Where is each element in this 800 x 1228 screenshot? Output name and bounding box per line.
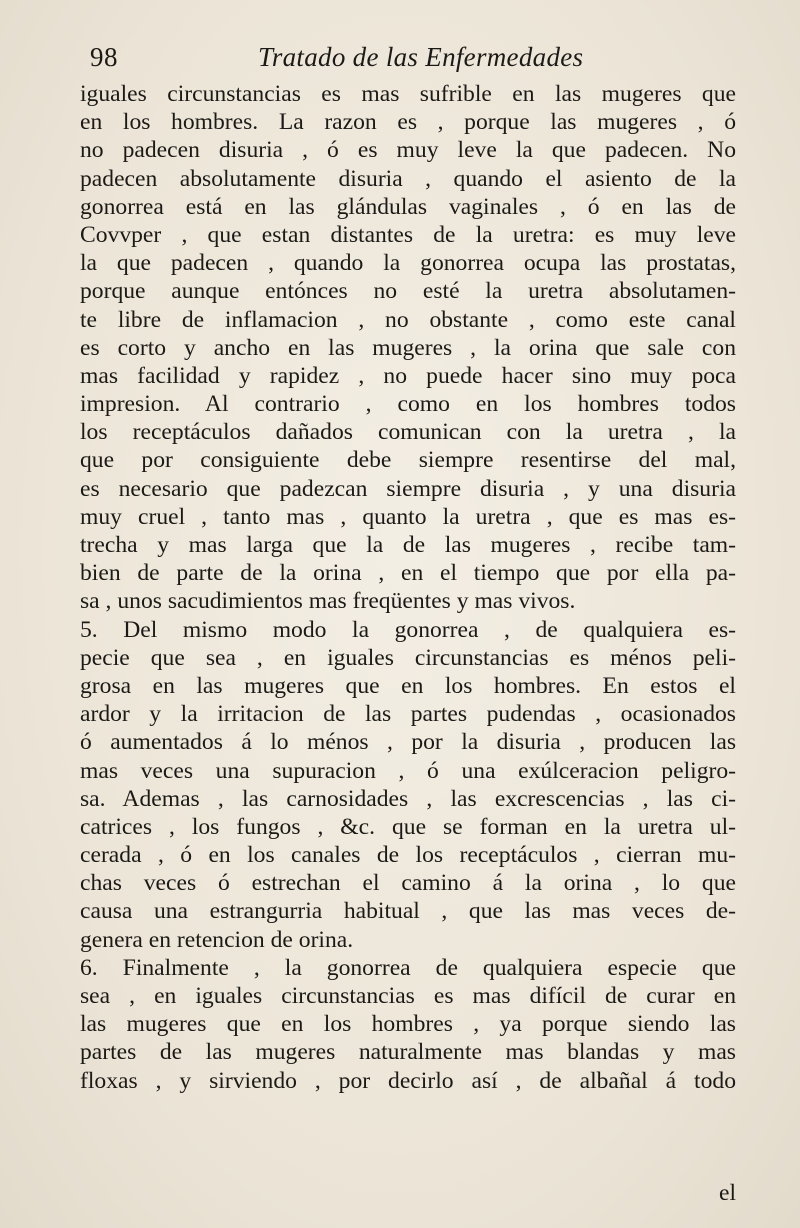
text-line: Covvper , que estan distantes de la uretra: es muy leve — [80, 221, 736, 248]
text-line: la que padecen , quando la gonorrea ocupa las prostatas, — [80, 250, 736, 277]
text-line: no padecen disuria , ó es muy leve la que padecen. No — [80, 137, 736, 164]
body-text — [80, 80, 736, 1095]
text-line: cerada , ó en los canales de los receptáculos , cierran mu- — [80, 842, 736, 869]
text-line: en los hombres. La razon es , porque las mugeres , ó — [80, 109, 736, 136]
text-line: sa. Ademas , las carnosidades , las excrescencias , las ci- — [80, 785, 736, 812]
text-line: sa , unos sacudimientos mas freqüentes y mas vivos. — [80, 588, 576, 615]
text-line: gonorrea está en las glándulas vaginales , ó en las de — [80, 193, 736, 220]
text-line: los receptáculos dañados comunican con la uretra , la — [80, 419, 736, 446]
text-line: te libre de inflamacion , no obstante , como este canal — [80, 306, 736, 333]
catchword: el — [718, 1180, 736, 1206]
text-line: padecen absolutamente disuria , quando el asiento de la — [80, 165, 736, 192]
text-line: 6. Finalmente , la gonorrea de qualquiera especie que — [80, 954, 736, 981]
text-line: mas veces una supuracion , ó una exúlceracion peligro- — [80, 757, 736, 784]
text-line: que por consiguiente debe siempre resentirse del mal, — [80, 447, 736, 474]
text-line: 5. Del mismo modo la gonorrea , de qualquiera es- — [80, 616, 736, 643]
page-header — [90, 42, 730, 82]
text-line: ó aumentados á lo ménos , por la disuria , producen las — [80, 729, 736, 756]
text-line: es necesario que padezcan siempre disuria , y una disuria — [80, 475, 736, 502]
text-line: mas facilidad y rapidez , no puede hacer sino muy poca — [80, 362, 736, 389]
text-line: catrices , los fungos , &c. que se forman en la uretra ul- — [80, 813, 736, 840]
text-line: chas veces ó estrechan el camino á la orina , lo que — [80, 870, 736, 897]
text-line: pecie que sea , en iguales circunstancias es ménos peli- — [80, 644, 736, 671]
text-line: porque aunque entónces no esté la uretra absolutamen- — [80, 278, 736, 305]
text-line: ardor y la irritacion de las partes pudendas , ocasionados — [80, 701, 736, 728]
text-line: genera en retencion de orina. — [80, 926, 354, 953]
page-number: 98 — [90, 42, 118, 72]
text-line: trecha y mas larga que la de las mugeres , recibe tam- — [80, 532, 736, 558]
text-line: muy cruel , tanto mas , quanto la uretra , que es mas es- — [80, 503, 736, 530]
text-line: bien de parte de la orina , en el tiempo que por ella pa- — [80, 560, 736, 587]
text-line: causa una estrangurria habitual , que las mas veces de- — [80, 898, 736, 925]
text-line: es corto y ancho en las mugeres , la orina que sale con — [80, 334, 736, 361]
running-title: Tratado de las Enfermedades — [258, 42, 584, 72]
text-line: floxas , y sirviendo , por decirlo así , de albañal á todo — [80, 1067, 736, 1094]
text-line: partes de las mugeres naturalmente mas blandas y mas — [80, 1039, 736, 1066]
text-line: grosa en las mugeres que en los hombres. En estos el — [80, 672, 736, 699]
text-line: las mugeres que en los hombres , ya porque siendo las — [80, 1011, 736, 1038]
text-line: iguales circunstancias es mas sufrible en las mugeres que — [80, 81, 736, 107]
text-line: sea , en iguales circunstancias es mas difícil de curar en — [80, 983, 736, 1009]
text-line: impresion. Al contrario , como en los hombres todos — [80, 391, 736, 418]
